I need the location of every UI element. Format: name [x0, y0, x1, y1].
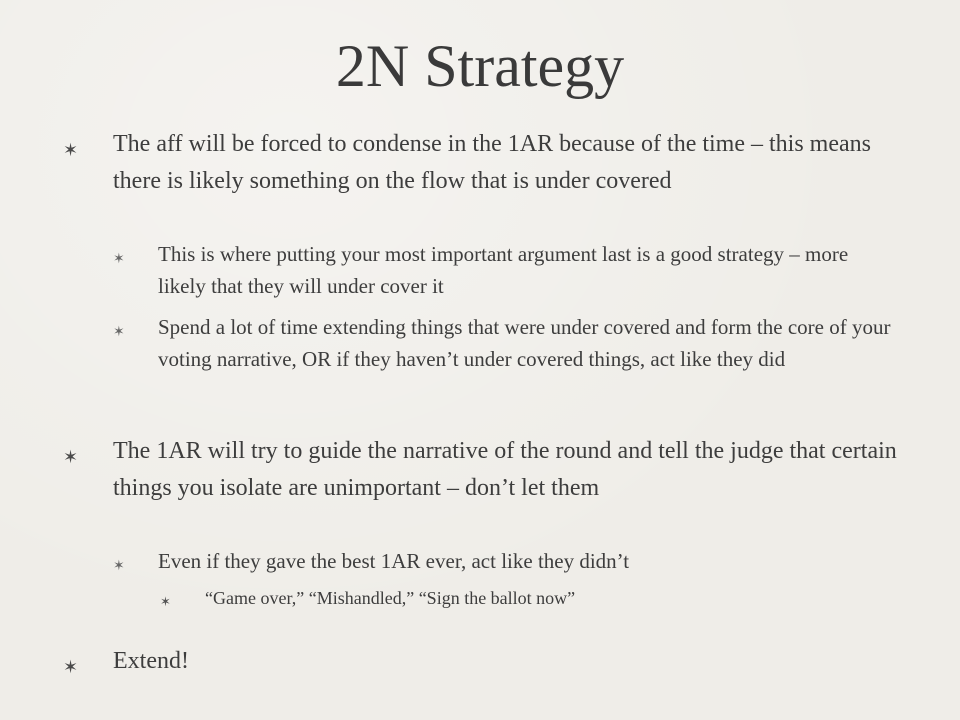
bullet-level-2	[113, 311, 898, 375]
bullet-text: “Game over,” “Mishandled,” “Sign the ballot now”	[205, 588, 576, 608]
bullet-level-2	[113, 545, 898, 577]
bullet-level-3	[160, 584, 895, 612]
star-bullet-icon: ✶	[113, 559, 125, 574]
star-bullet-icon: ✶	[63, 447, 79, 467]
bullet-text: Spend a lot of time extending things that were under covered and form the core of your voting narrative, OR if they haven’t under covered things, act like they did	[158, 315, 891, 371]
bullet-level-2	[113, 238, 898, 302]
star-bullet-icon: ✶	[63, 657, 79, 677]
star-bullet-icon: ✶	[160, 594, 171, 609]
bullet-text: Even if they gave the best 1AR ever, act like they didn’t	[158, 549, 630, 573]
star-bullet-icon: ✶	[63, 140, 79, 160]
bullet-level-1	[63, 126, 903, 200]
bullet-text: The 1AR will try to guide the narrative of the round and tell the judge that certain things you isolate are unimportant – don’t let them	[113, 438, 897, 501]
bullet-text: The aff will be forced to condense in the 1AR because of the time – this means there is likely something on the flow that is under covered	[113, 131, 871, 194]
star-bullet-icon: ✶	[113, 252, 125, 267]
bullet-level-1	[63, 643, 903, 680]
slide-title: 2N Strategy	[335, 33, 625, 99]
bullet-text: Extend!	[113, 648, 189, 674]
bullet-text: This is where putting your most important argument last is a good strategy – more likely that they will under cover it	[158, 242, 849, 298]
star-bullet-icon: ✶	[113, 325, 125, 340]
bullet-level-1	[63, 433, 903, 507]
